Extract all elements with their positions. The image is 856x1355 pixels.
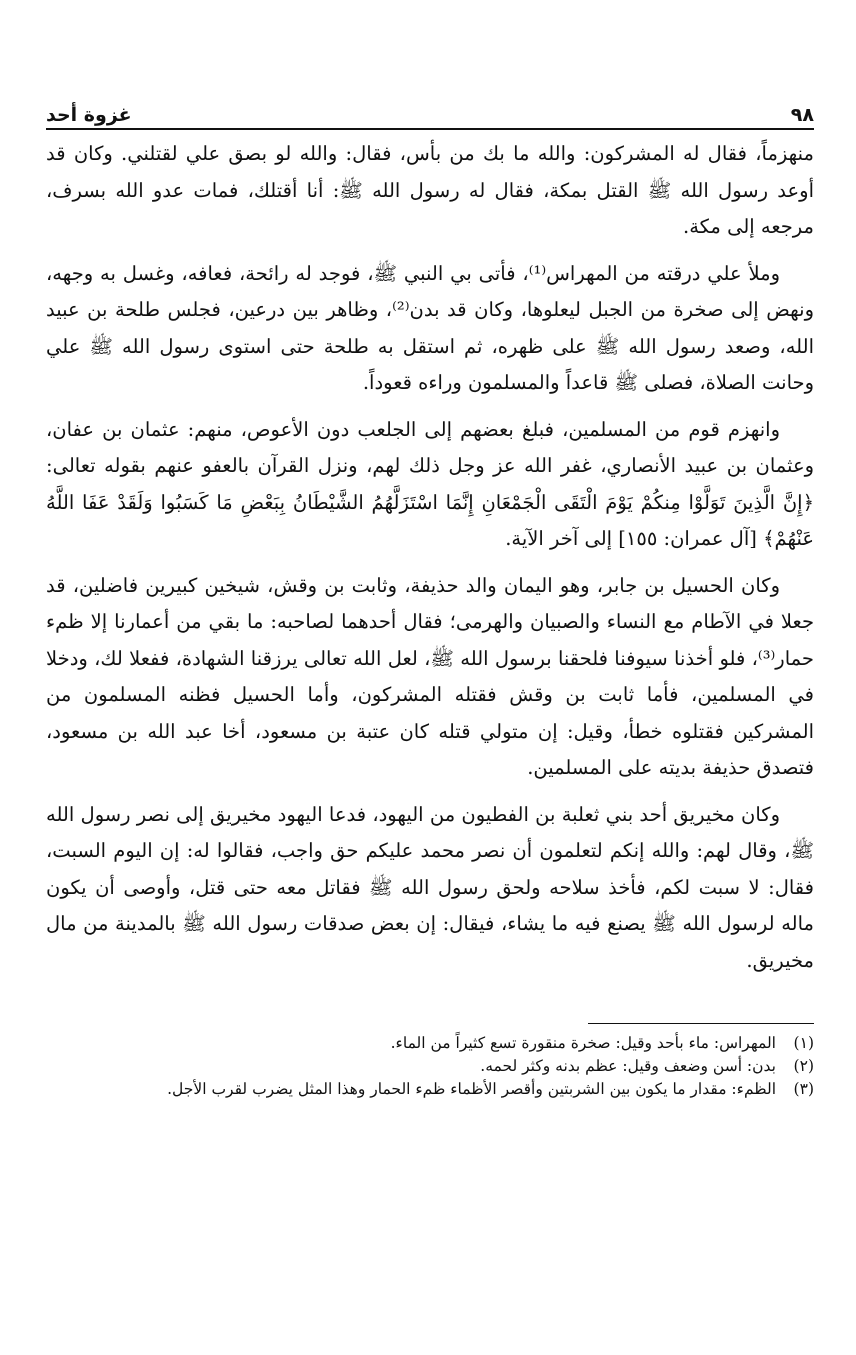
footnote-number: (٣) [793,1080,814,1098]
footnote [46,1055,814,1078]
footnote-text: بدن: أسن وضعف وقيل: عظم بدنه وكثر لحمه. [480,1057,776,1075]
page-header [46,92,814,130]
main-text [46,136,814,979]
book-page [46,92,814,1101]
footnote-number: (١) [793,1034,814,1052]
footnote-number: (٢) [793,1057,814,1075]
paragraph: وكان الحسيل بن جابر، وهو اليمان والد حذيفة، وثابت بن وقش، شيخين كبيرين فاضلين، قد جعلا في الآطام مع النساء والصبيان والهرمى؛ فقال أحدهما لصاحبه: ما بقي من أعمارنا إلا ظمء حمار⁽³⁾، فلو أخذنا سيوفنا فلحقنا برسول الله ﷺ، لعل الله تعالى يرزقنا الشهادة، ففعلا لك، ودخلا في المسلمين، فأما ثابت بن وقش فقتله المشركون، وأما الحسيل فظنه المسلمون من المشركين فقتلوه خطأ، وقيل: إن متولي قتله كان عتبة بن مسعود، أخا عبد الله بن مسعود، فتصدق حذيفة بديته على المسلمين. [46,573,814,779]
running-title: غزوة أحد [46,104,132,126]
footnote-text: الظمء: مقدار ما يكون بين الشربتين وأقصر الأظماء ظمء الحمار وهذا المثل يضرب لقرب الأجل. [167,1080,776,1098]
footnotes [46,1032,814,1101]
footnote-divider [588,1023,814,1024]
paragraph: وانهزم قوم من المسلمين، فبلغ بعضهم إلى الجلعب دون الأعوص، منهم: عثمان بن عفان، وعثمان بن عبيد الأنصاري، غفر الله عز وجل ذلك لهم، ونزل القرآن بالعفو عنهم بقوله تعالى: ﴿إِنَّ الَّذِينَ تَوَلَّوْا مِنكُمْ يَوْمَ الْتَقَى الْجَمْعَانِ إِنَّمَا اسْتَزَلَّهُمُ الشَّيْطَانُ بِبَعْضِ مَا كَسَبُوا وَلَقَدْ عَفَا اللَّهُ عَنْهُمْ﴾ [آل عمران: ١٥٥] إلى آخر الآية. [46,417,814,550]
paragraph: وكان مخيريق أحد بني ثعلبة بن الفطيون من اليهود، فدعا اليهود مخيريق إلى نصر رسول الله ﷺ، وقال لهم: والله إنكم لتعلمون أن نصر محمد عليكم حق واجب، فقالوا له: إن اليوم السبت، فقال: لا سبت لكم، فأخذ سلاحه ولحق رسول الله ﷺ فقاتل معه حتى قتل، وأوصى أن يكون ماله لرسول الله ﷺ يصنع فيه ما يشاء، فيقال: إن بعض صدقات رسول الله ﷺ بالمدينة من مال مخيريق. [46,802,814,972]
footnote [46,1078,814,1101]
page-number: ٩٨ [790,104,814,126]
paragraph: وملأ علي درقته من المهراس⁽¹⁾، فأتى بي النبي ﷺ، فوجد له رائحة، فعافه، وغسل به وجهه، ونهض إلى صخرة من الجبل ليعلوها، وكان قد بدن⁽²⁾، وظاهر بين درعين، فجلس طلحة بن عبيد الله، وصعد رسول الله ﷺ على ظهره، ثم استقل به طلحة حتى استوى رسول الله ﷺ علي وحانت الصلاة، فصلى ﷺ قاعداً والمسلمون وراءه قعوداً. [46,261,814,394]
footnote [46,1032,814,1055]
footnote-text: المهراس: ماء بأحد وقيل: صخرة منقورة تسع كثيراً من الماء. [390,1034,776,1052]
paragraph: منهزماً، فقال له المشركون: والله ما بك من بأس، فقال: والله لو بصق علي لقتلني. وكان قد أوعد رسول الله ﷺ القتل بمكة، فقال له رسول الله ﷺ: أنا أقتلك، فمات عدو الله بسرف، مرجعه إلى مكة. [46,142,814,238]
